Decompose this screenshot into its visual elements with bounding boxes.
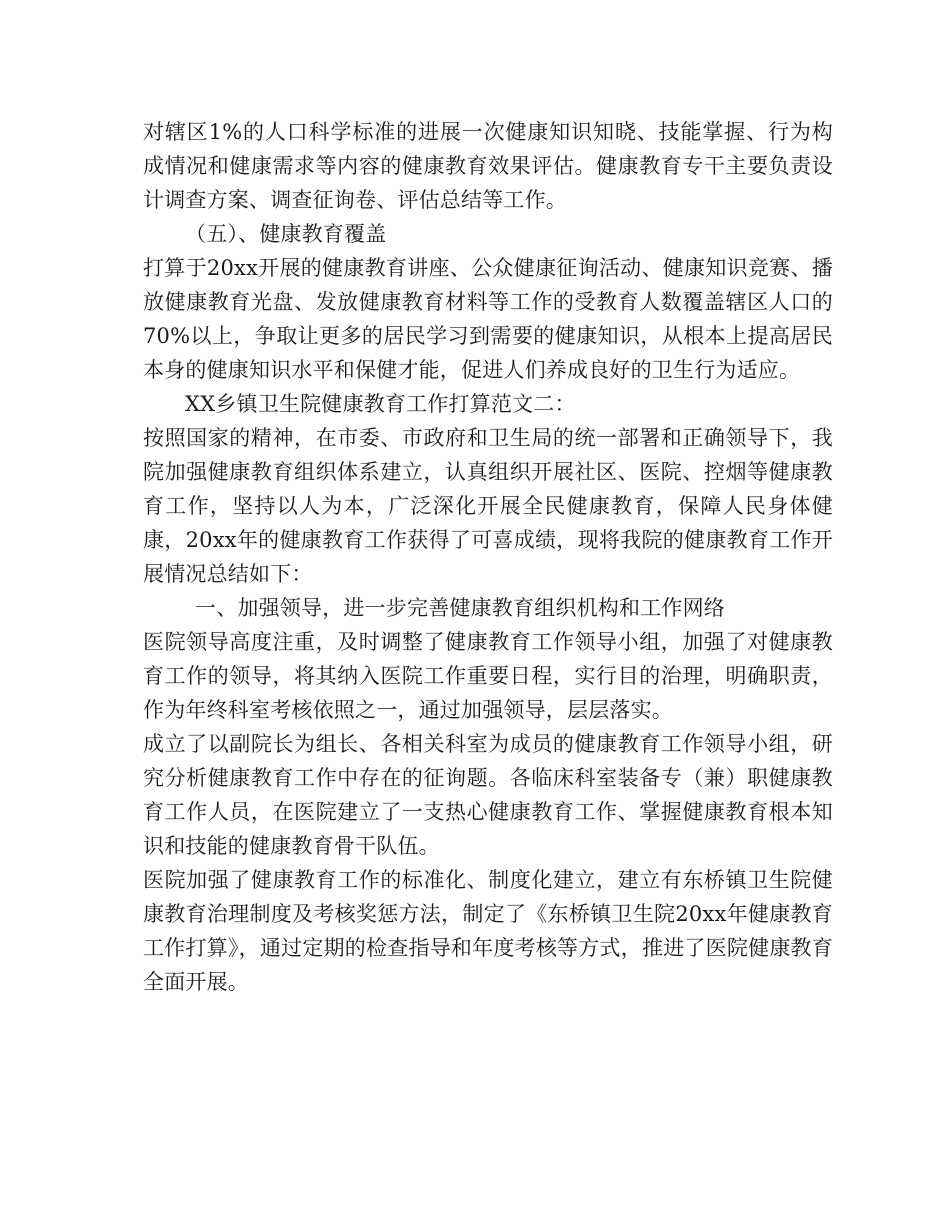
- paragraph-leadership: 医院领导高度注重，及时调整了健康教育工作领导小组，加强了对健康教育工作的领导，将其纳入医院工作重要日程，实行目的治理，明确职责，作为年终科室考核依照之一，通过加强领导，层层落实。: [143, 630, 833, 722]
- document-body: [143, 115, 833, 999]
- heading-sample-two: XX乡镇卫生院健康教育工作打算范文二：: [185, 392, 576, 416]
- paragraph-intro: 按照国家的精神，在市委、市政府和卫生局的统一部署和正确领导下，我院加强健康教育组织体系建立，认真组织开展社区、医院、控烟等健康教育工作，坚持以人为本，广泛深化开展全民健康教育，保障人民身体健康，20xx年的健康教育工作获得了可喜成绩，现将我院的健康教育工作开展情况总结如下：: [143, 426, 833, 586]
- paragraph-standardization: 医院加强了健康教育工作的标准化、制度化建立，建立有东桥镇卫生院健康教育治理制度及考核奖惩方法，制定了《东桥镇卫生院20xx年健康教育工作打算》，通过定期的检查指导和年度考核等方式，推进了医院健康教育全面开展。: [143, 868, 833, 994]
- paragraph-coverage: 打算于20xx开展的健康教育讲座、公众健康征询活动、健康知识竞赛、播放健康教育光盘、发放健康教育材料等工作的受教育人数覆盖辖区人口的70%以上，争取让更多的居民学习到需要的健康知识，从根本上提高居民本身的健康知识水平和保健才能，促进人们养成良好的卫生行为适应。: [143, 256, 833, 382]
- heading-coverage: （五）、健康教育覆盖: [185, 222, 387, 246]
- paragraph-evaluation: 对辖区1%的人口科学标准的进展一次健康知识知晓、技能掌握、行为构成情况和健康需求等内容的健康教育效果评估。健康教育专干主要负责设计调查方案、调查征询卷、评估总结等工作。: [143, 120, 833, 212]
- paragraph-team: 成立了以副院长为组长、各相关科室为成员的健康教育工作领导小组，研究分析健康教育工作中存在的征询题。各临床科室装备专（兼）职健康教育工作人员，在医院建立了一支热心健康教育工作、掌握健康教育根本知识和技能的健康教育骨干队伍。: [143, 732, 833, 858]
- heading-section-one: 一、加强领导，进一步完善健康教育组织机构和工作网络: [195, 596, 725, 620]
